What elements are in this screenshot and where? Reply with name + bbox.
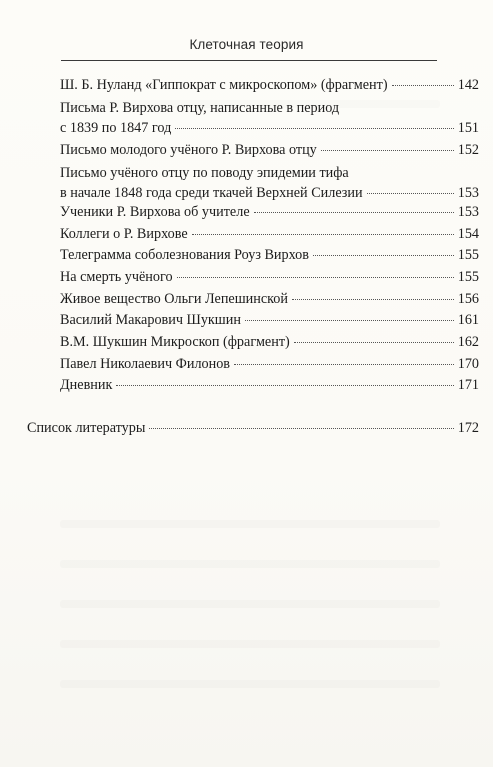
toc-entry-page: 156 (457, 291, 479, 307)
toc-entry-page: 170 (457, 356, 479, 372)
leader-dots (392, 85, 454, 86)
toc-entry[interactable] (60, 245, 479, 265)
leader-dots (192, 234, 454, 235)
toc-entry-title: В.М. Шукшин Микроскоп (фрагмент) (60, 334, 290, 350)
toc-entry[interactable] (60, 310, 479, 330)
leader-dots (175, 128, 453, 129)
toc-entry-page: 151 (457, 120, 479, 136)
toc-entry-title-cont: в начале 1848 года среди ткачей Верхней Силезии (60, 185, 363, 201)
toc-entry-bibliography[interactable] (27, 418, 479, 438)
leader-dots (177, 277, 454, 278)
toc-entry[interactable] (60, 375, 479, 395)
toc-entry[interactable] (60, 354, 479, 374)
toc-entry[interactable] (60, 140, 479, 160)
toc-entry-page: 161 (457, 312, 479, 328)
toc-entry[interactable] (60, 98, 479, 138)
toc-entry[interactable] (60, 202, 479, 222)
toc-entry-page: 154 (457, 226, 479, 242)
toc-entry-page: 142 (457, 77, 479, 93)
toc-entry-title: Письма Р. Вирхова отцу, написанные в период (60, 100, 340, 116)
leader-dots (321, 150, 454, 151)
toc-entry-title: Ш. Б. Нуланд «Гиппократ с микроскопом» (фрагмент) (60, 77, 388, 93)
toc-entry-page: 155 (457, 247, 479, 263)
toc-entry-title: На смерть учёного (60, 269, 173, 285)
leader-dots (367, 193, 454, 194)
toc-entry-title-cont: с 1839 по 1847 год (60, 120, 172, 136)
leader-dots (234, 364, 454, 365)
toc-entry-title: Павел Николаевич Филонов (60, 356, 231, 372)
toc-entry-title: Письмо учёного отцу по поводу эпидемии тифа (60, 165, 349, 181)
leader-dots (254, 212, 454, 213)
toc-entry-page: 155 (457, 269, 479, 285)
running-header: Клеточная теория (189, 37, 304, 52)
toc-entry-title: Живое вещество Ольги Лепешинской (60, 291, 288, 307)
toc-entry-page: 172 (457, 420, 479, 436)
leader-dots (116, 385, 453, 386)
toc-entry-title: Дневник (60, 377, 113, 393)
leader-dots (292, 299, 454, 300)
leader-dots (294, 342, 454, 343)
toc-entry[interactable] (60, 332, 479, 352)
toc-entry-page: 171 (457, 377, 479, 393)
leader-dots (245, 320, 454, 321)
toc-entry-page: 153 (457, 204, 479, 220)
toc-entry[interactable] (60, 289, 479, 309)
toc-entry-page: 162 (457, 334, 479, 350)
toc-entry[interactable] (60, 224, 479, 244)
toc-entry-title: Телеграмма соболезнования Роуз Вирхов (60, 247, 309, 263)
toc-entry-title: Ученики Р. Вирхова об учителе (60, 204, 250, 220)
toc-entry-title: Письмо молодого учёного Р. Вирхова отцу (60, 142, 317, 158)
toc-entry-title: Василий Макарович Шукшин (60, 312, 241, 328)
leader-dots (313, 255, 454, 256)
toc-entry-page: 153 (457, 185, 479, 201)
leader-dots (149, 428, 453, 429)
toc-entry-title: Коллеги о Р. Вирхове (60, 226, 188, 242)
toc-entry-page: 152 (457, 142, 479, 158)
toc-entry-title: Список литературы (27, 420, 146, 436)
toc-entry[interactable] (60, 267, 479, 287)
toc-entry[interactable] (60, 75, 479, 95)
toc-entry[interactable] (60, 163, 479, 203)
